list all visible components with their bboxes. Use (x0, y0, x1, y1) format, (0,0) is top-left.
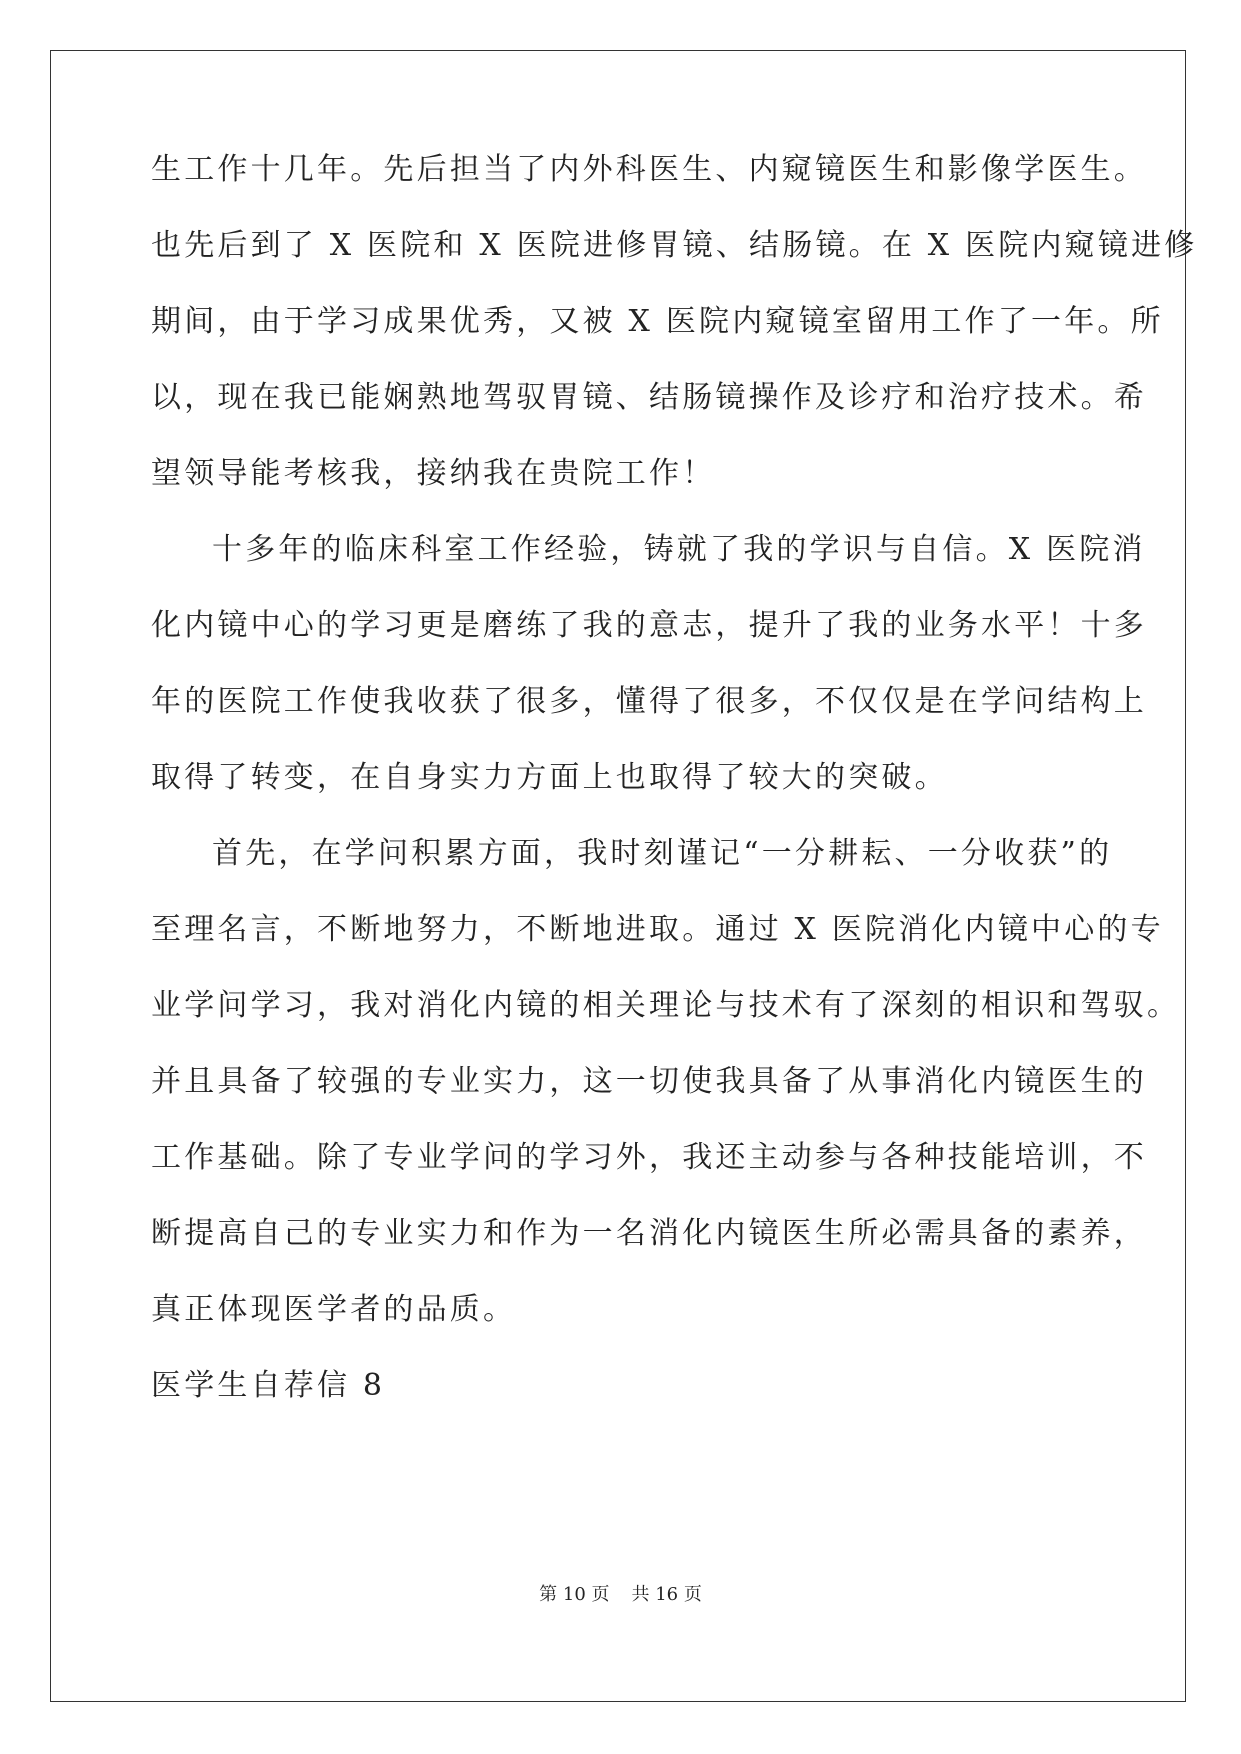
body-line: 真正体现医学者的品质。 (151, 1292, 517, 1327)
body-line: 工作基础。除了专业学问的学习外，我还主动参与各种技能培训，不 (151, 1140, 1147, 1175)
body-line: 以，现在我已能娴熟地驾驭胃镜、结肠镜操作及诊疗和治疗技术。希 (151, 380, 1147, 415)
body-line: 期间，由于学习成果优秀，又被 X 医院内窥镜室留用工作了一年。所 (151, 304, 1164, 339)
body-line: 生工作十几年。先后担当了内外科医生、内窥镜医生和影像学医生。 (151, 152, 1147, 187)
body-line: 化内镜中心的学习更是磨练了我的意志，提升了我的业务水平！十多 (151, 608, 1147, 643)
paragraph-start-line: 十多年的临床科室工作经验，铸就了我的学识与自信。X 医院消 (212, 532, 1146, 567)
body-line: 并且具备了较强的专业实力，这一切使我具备了从事消化内镜医生的 (151, 1064, 1147, 1099)
section-heading: 医学生自荐信 8 (151, 1368, 386, 1403)
body-line: 业学问学习，我对消化内镜的相关理论与技术有了深刻的相识和驾驭。 (151, 988, 1181, 1023)
body-line: 断提高自己的专业实力和作为一名消化内镜医生所必需具备的素养， (151, 1216, 1147, 1251)
body-line: 至理名言，不断地努力，不断地进取。通过 X 医院消化内镜中心的专 (151, 912, 1164, 947)
page-footer (0, 1583, 1241, 1607)
body-line: 年的医院工作使我收获了很多，懂得了很多，不仅仅是在学问结构上 (151, 684, 1147, 719)
page-border (50, 50, 1186, 1702)
body-line: 也先后到了 X 医院和 X 医院进修胃镜、结肠镜。在 X 医院内窥镜进修 (151, 228, 1198, 263)
paragraph-start-line: 首先，在学问积累方面，我时刻谨记“一分耕耘、一分收获”的 (212, 836, 1113, 871)
body-line: 取得了转变，在自身实力方面上也取得了较大的突破。 (151, 760, 948, 795)
page-number: 第 10 页 (539, 1584, 610, 1605)
body-line: 望领导能考核我，接纳我在贵院工作！ (151, 456, 716, 491)
page-total: 共 16 页 (631, 1584, 702, 1605)
